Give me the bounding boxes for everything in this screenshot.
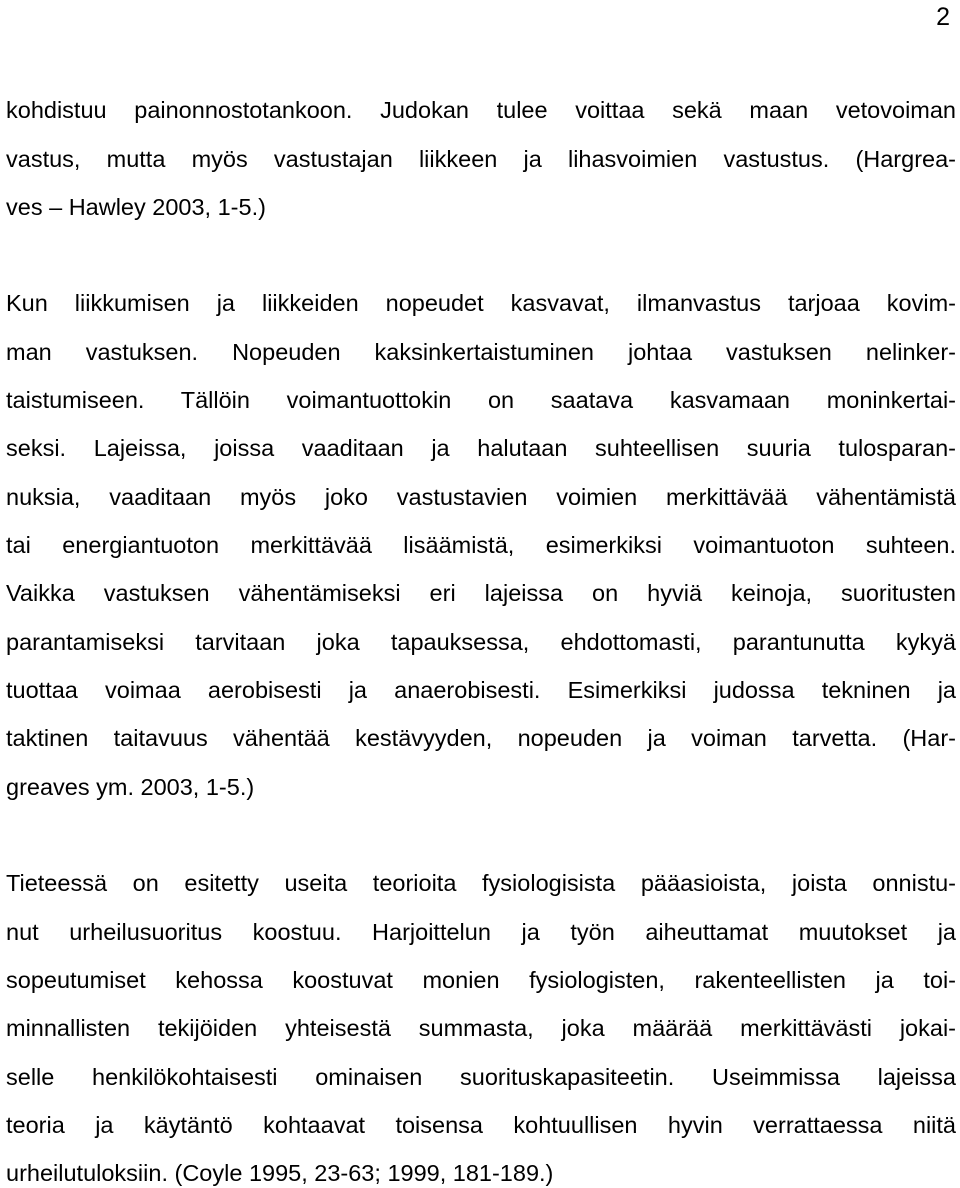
text-line: taistumiseen. Tällöin voimantuottokin on saatava kasvamaan moninkertai- xyxy=(6,387,956,413)
text-line: teoria ja käytäntö kohtaavat toisensa kohtuullisen hyvin verrattaessa niitä xyxy=(6,1112,956,1138)
text-line: sopeutumiset kehossa koostuvat monien fysiologisten, rakenteellisten ja toi- xyxy=(6,967,956,993)
text-line: tai energiantuoton merkittävää lisäämistä, esimerkiksi voimantuoton suhteen. xyxy=(6,532,956,558)
text-line: urheilutuloksiin. (Coyle 1995, 23-63; 1999, 181-189.) xyxy=(6,1160,554,1186)
text-line: greaves ym. 2003, 1-5.) xyxy=(6,774,255,800)
text-line: nut urheilusuoritus koostuu. Harjoittelun ja työn aiheuttamat muutokset ja xyxy=(6,919,956,945)
text-line: parantamiseksi tarvitaan joka tapauksessa, ehdottomasti, parantunutta kykyä xyxy=(6,629,956,655)
text-line: nuksia, vaaditaan myös joko vastustavien voimien merkittävää vähentämistä xyxy=(6,484,956,510)
text-line: tuottaa voimaa aerobisesti ja anaerobisesti. Esimerkiksi judossa tekninen ja xyxy=(6,677,956,703)
text-line: ves – Hawley 2003, 1-5.) xyxy=(6,194,266,220)
text-line: taktinen taitavuus vähentää kestävyyden, nopeuden ja voiman tarvetta. (Har- xyxy=(6,725,956,751)
text-line: Tieteessä on esitetty useita teorioita fysiologisista pääasioista, joista onnistu- xyxy=(6,870,956,896)
text-line: Vaikka vastuksen vähentämiseksi eri lajeissa on hyviä keinoja, suoritusten xyxy=(6,580,956,606)
page-number: 2 xyxy=(936,3,950,31)
text-line: minnallisten tekijöiden yhteisestä summasta, joka määrää merkittävästi jokai- xyxy=(6,1015,956,1041)
text-line: man vastuksen. Nopeuden kaksinkertaistuminen johtaa vastuksen nelinker- xyxy=(6,339,956,365)
text-line: kohdistuu painonnostotankoon. Judokan tulee voittaa sekä maan vetovoiman xyxy=(6,97,956,123)
text-line: Kun liikkumisen ja liikkeiden nopeudet kasvavat, ilmanvastus tarjoaa kovim- xyxy=(6,290,956,316)
text-line: vastus, mutta myös vastustajan liikkeen ja lihasvoimien vastustus. (Hargrea- xyxy=(6,146,956,172)
text-line: selle henkilökohtaisesti ominaisen suorituskapasiteetin. Useimmissa lajeissa xyxy=(6,1064,956,1090)
text-line: seksi. Lajeissa, joissa vaaditaan ja halutaan suhteellisen suuria tulosparan- xyxy=(6,435,956,461)
